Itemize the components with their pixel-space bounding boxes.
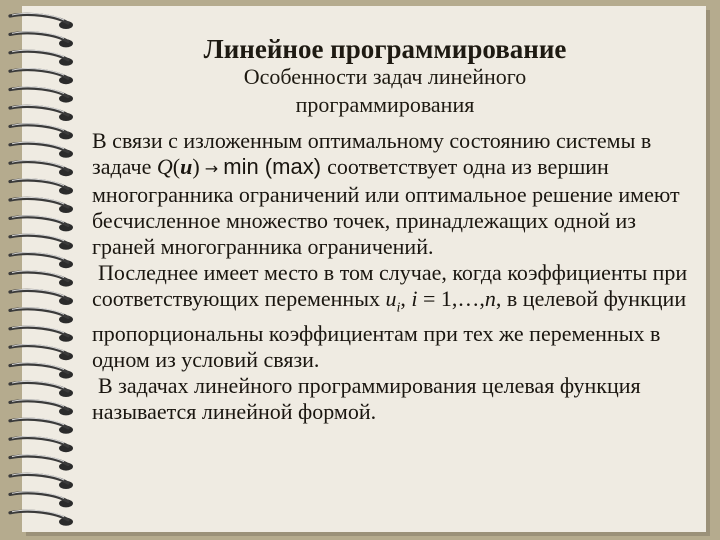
formula-close-paren: ) <box>192 154 200 179</box>
spiral-coil <box>10 437 73 453</box>
var-u: u <box>385 286 397 311</box>
spiral-binding-icon <box>0 0 84 540</box>
spiral-coil <box>10 216 73 232</box>
spiral-coil <box>10 253 73 269</box>
spiral-coil <box>10 161 73 177</box>
formula-open-paren: ( <box>172 154 181 179</box>
spiral-coil <box>10 326 73 342</box>
spiral-coil <box>10 124 73 140</box>
spiral-coil <box>10 142 73 158</box>
var-n: n <box>484 286 496 311</box>
spiral-coil <box>10 455 73 471</box>
slide-subtitle-line2: программирования <box>295 92 475 117</box>
paragraph-2-rest: , в целевой функции пропорциональны коэффициентам при тех же переменных в одном из условий связи. <box>92 286 687 373</box>
spiral-coil <box>10 197 73 213</box>
spiral-coil <box>10 473 73 489</box>
spiral-coil <box>10 400 73 416</box>
spiral-coil <box>10 69 73 85</box>
spiral-coil <box>10 345 73 361</box>
spiral-coil <box>10 289 73 305</box>
slide-title: Линейное программирование <box>203 34 567 64</box>
paragraph-3: В задачах линейного программирования целевая функция называется линейной формой. <box>92 373 641 425</box>
spiral-coil <box>10 13 73 29</box>
paragraph-1 <box>92 128 698 260</box>
spiral-coil <box>10 418 73 434</box>
spiral-coil <box>10 87 73 103</box>
formula-q: Q <box>156 154 173 179</box>
paragraph-2 <box>92 260 698 373</box>
formula-min-max: min (max) <box>223 154 328 179</box>
paragraph-2-intro: Последнее имеет место в том случае, когда коэффициенты при соответствующих переменных <box>92 260 688 311</box>
spiral-coil <box>10 50 73 66</box>
comma: , <box>400 286 412 311</box>
spiral-coil <box>10 271 73 287</box>
var-i: i <box>411 286 418 311</box>
index-range: = 1,…, <box>417 286 485 311</box>
spiral-coil <box>10 381 73 397</box>
slide-body <box>92 128 698 425</box>
paragraph-1-intro: В связи с изложенным оптимальному состоянию системы в задаче <box>92 128 652 179</box>
sub-i: i <box>396 300 401 316</box>
spiral-coil <box>10 234 73 250</box>
spiral-coil <box>10 492 73 508</box>
formula-u: u <box>180 154 193 179</box>
arrow-icon: → <box>199 159 224 178</box>
spiral-coil <box>10 179 73 195</box>
slide-subtitle-line1: Особенности задач линейного <box>243 64 527 89</box>
spiral-coil <box>10 32 73 48</box>
spiral-coil <box>10 510 73 526</box>
spiral-coil <box>10 363 73 379</box>
spiral-binding <box>0 0 84 540</box>
spiral-coil <box>10 105 73 121</box>
spiral-coil <box>10 308 73 324</box>
paragraph-1-rest: соответствует одна из вершин многогранника ограничений или оптимальное решение имеют бесчисленное множество точек, принадлежащих одной из граней многогранника ограничений. <box>92 154 680 259</box>
